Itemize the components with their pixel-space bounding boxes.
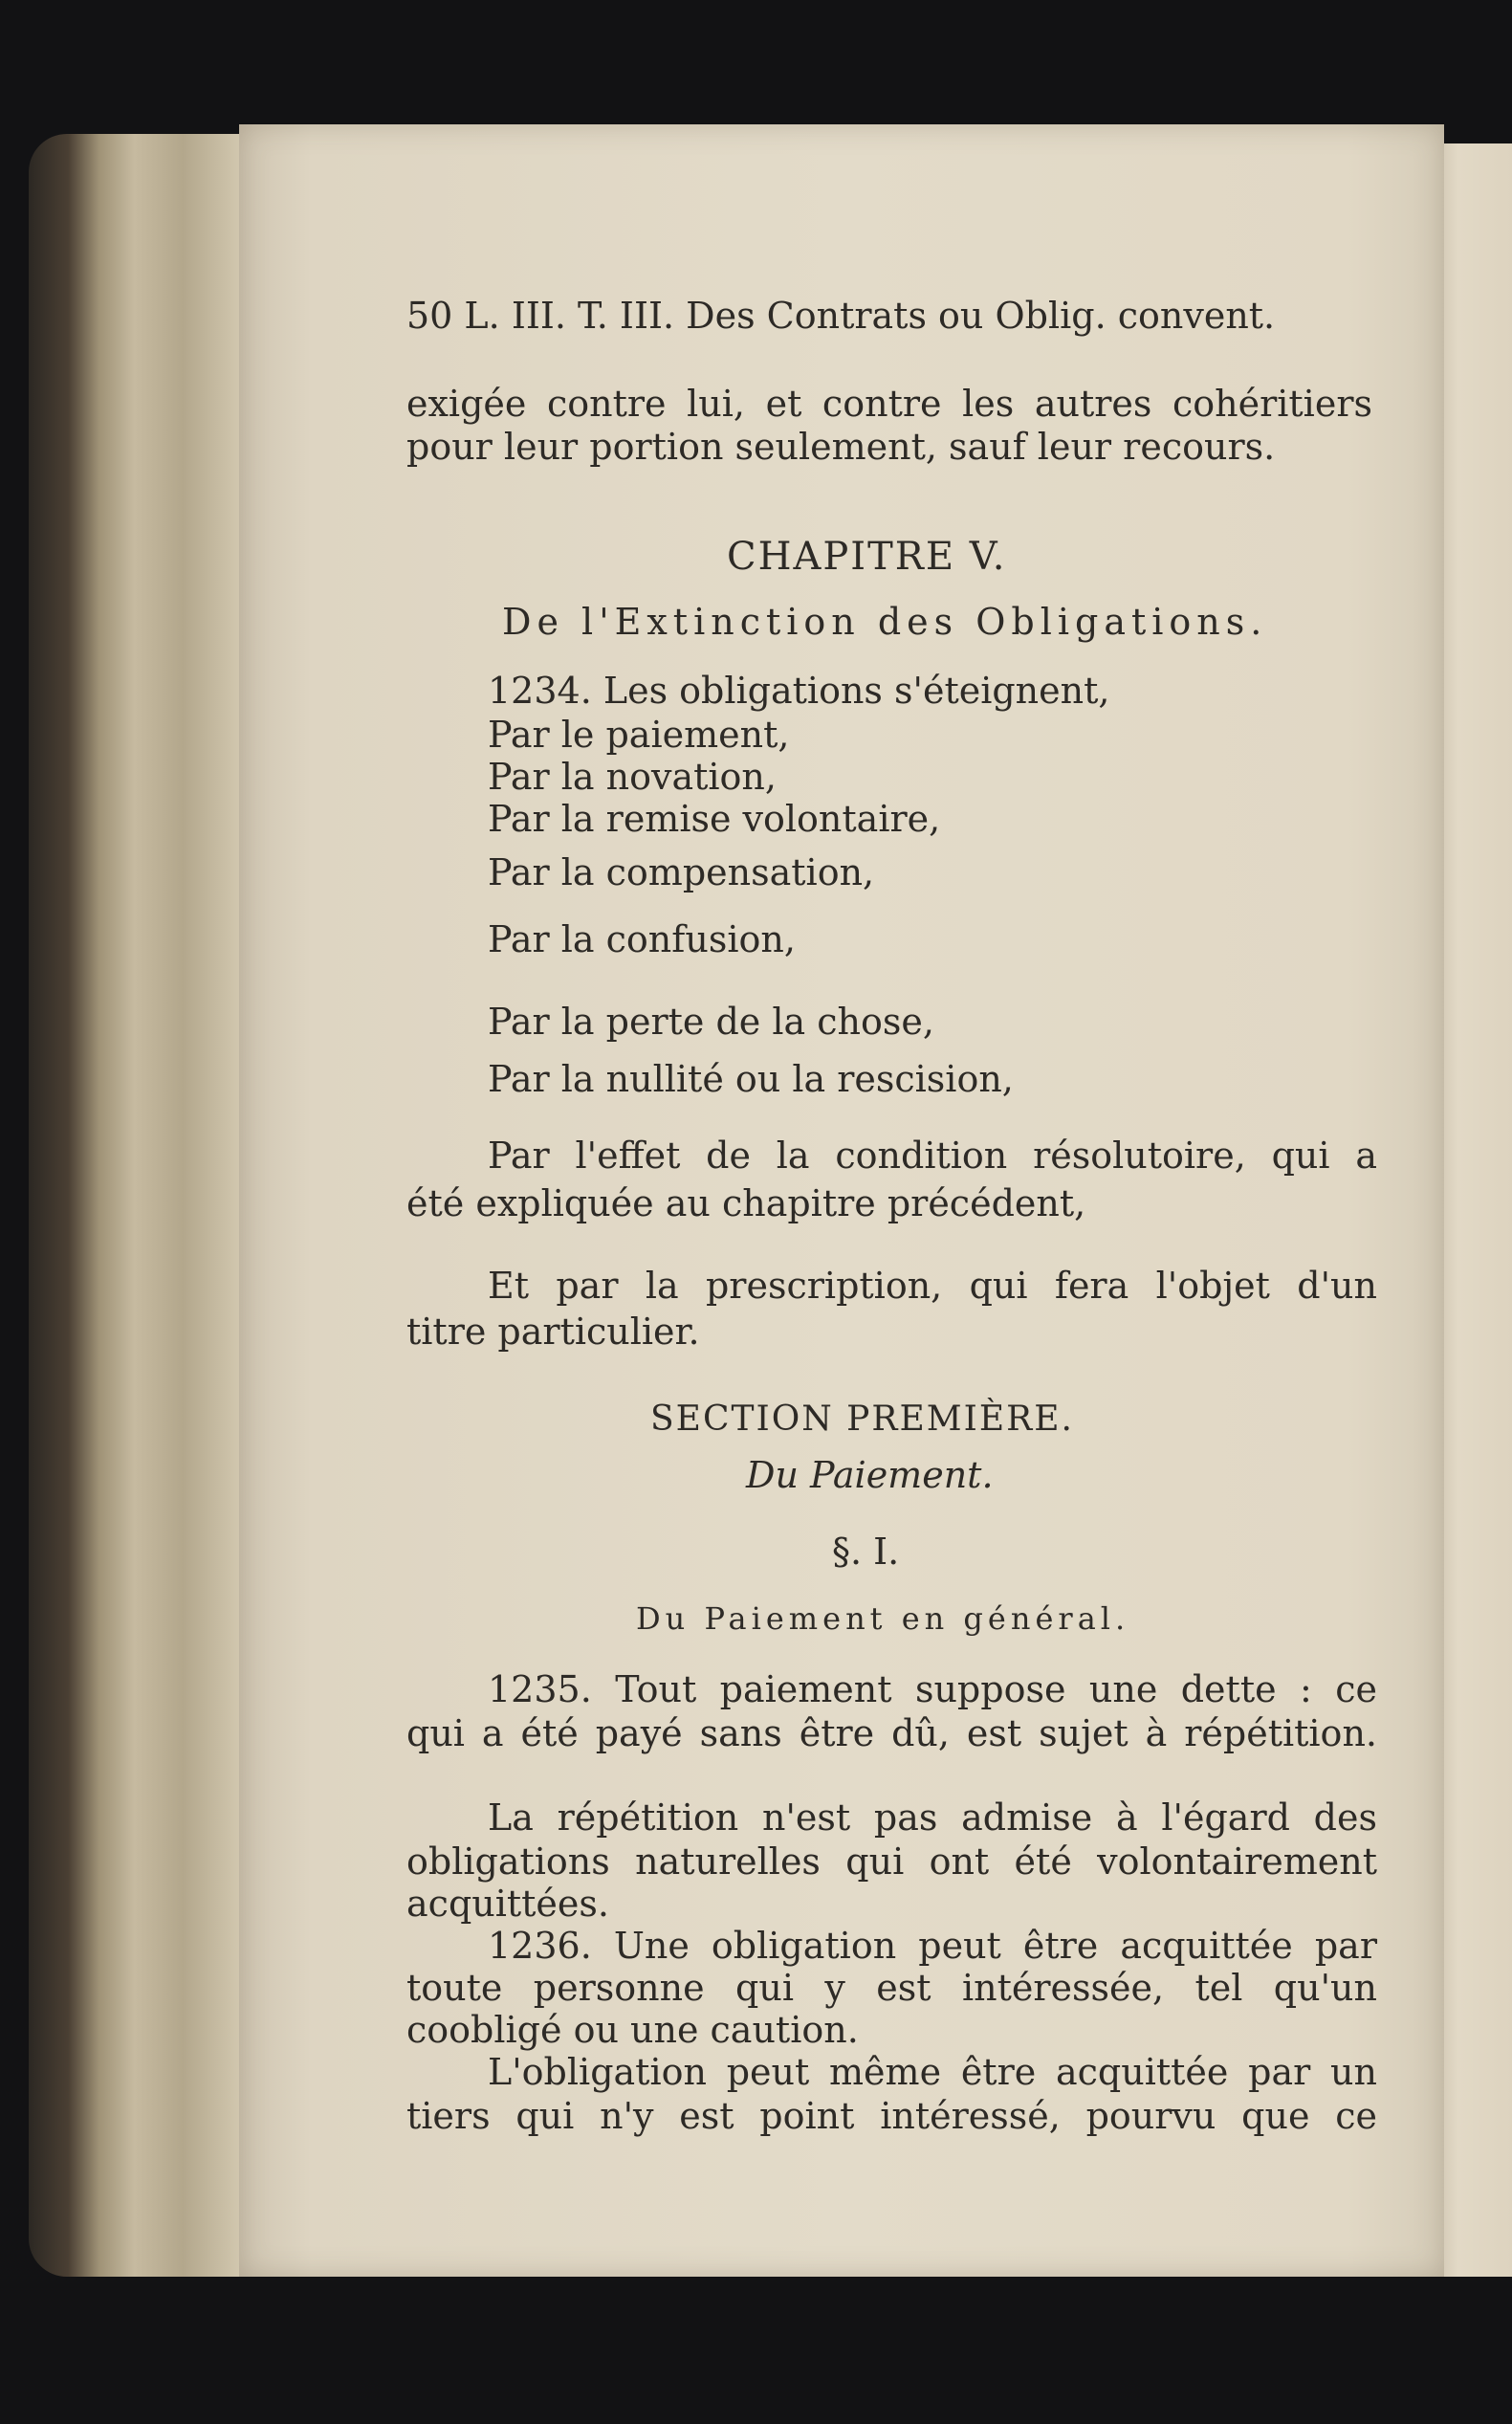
running-head: 50 L. III. T. III. Des Contrats ou Oblig. convent. — [406, 295, 1276, 337]
article-1235-line: 1235. Tout paiement suppose une dette : ce — [488, 1668, 1377, 1710]
article-1235-line: qui a été payé sans être dû, est sujet à répétition. — [406, 1712, 1377, 1754]
chapter-title: CHAPITRE V. — [727, 535, 1007, 579]
article-1234-line: Par l'effet de la condition résolutoire, qui a — [488, 1135, 1377, 1177]
book-left-edge — [29, 134, 249, 2277]
article-1236-line: tiers qui n'y est point intéressé, pourvu que ce — [406, 2095, 1377, 2137]
article-1234-line: Et par la prescription, qui fera l'objet d'un — [488, 1265, 1377, 1307]
chapter-subtitle: De l'Extinction des Obligations. — [502, 601, 1268, 643]
article-1234-line: titre particulier. — [406, 1311, 700, 1353]
article-1236-line: L'obligation peut même être acquittée par un — [488, 2051, 1377, 2093]
book-right-edge — [1435, 143, 1512, 2277]
article-1234-line: Par la confusion, — [488, 918, 796, 960]
article-1235-line: La répétition n'est pas admise à l'égard des — [488, 1796, 1377, 1839]
article-1234-line: Par le paiement, — [488, 714, 790, 756]
article-1234-line: été expliquée au chapitre précédent, — [406, 1182, 1086, 1224]
article-1236-line: 1236. Une obligation peut être acquittée par — [488, 1925, 1377, 1967]
paragraph-mark: §. I. — [832, 1531, 900, 1573]
paragraph-title: Du Paiement en général. — [636, 1600, 1130, 1637]
section-title: SECTION PREMIÈRE. — [650, 1399, 1074, 1439]
article-1234-line: Par la compensation, — [488, 851, 875, 893]
book-page — [239, 124, 1444, 2277]
article-1234-line: Par la novation, — [488, 756, 777, 798]
text-line: pour leur portion seulement, sauf leur recours. — [406, 426, 1276, 468]
article-1236-line: toute personne qui y est intéressée, tel qu'un — [406, 1967, 1377, 2009]
article-1234-line: Par la nullité ou la rescision, — [488, 1058, 1014, 1100]
text-line: exigée contre lui, et contre les autres cohéritiers — [406, 383, 1372, 425]
article-1234-line: 1234. Les obligations s'éteignent, — [488, 670, 1110, 712]
article-1235-line: acquittées. — [406, 1883, 609, 1925]
section-subtitle: Du Paiement. — [746, 1454, 994, 1496]
article-1234-line: Par la perte de la chose, — [488, 1001, 934, 1043]
article-1235-line: obligations naturelles qui ont été volontairement — [406, 1840, 1377, 1883]
article-1236-line: coobligé ou une caution. — [406, 2009, 859, 2051]
article-1234-line: Par la remise volontaire, — [488, 798, 941, 840]
